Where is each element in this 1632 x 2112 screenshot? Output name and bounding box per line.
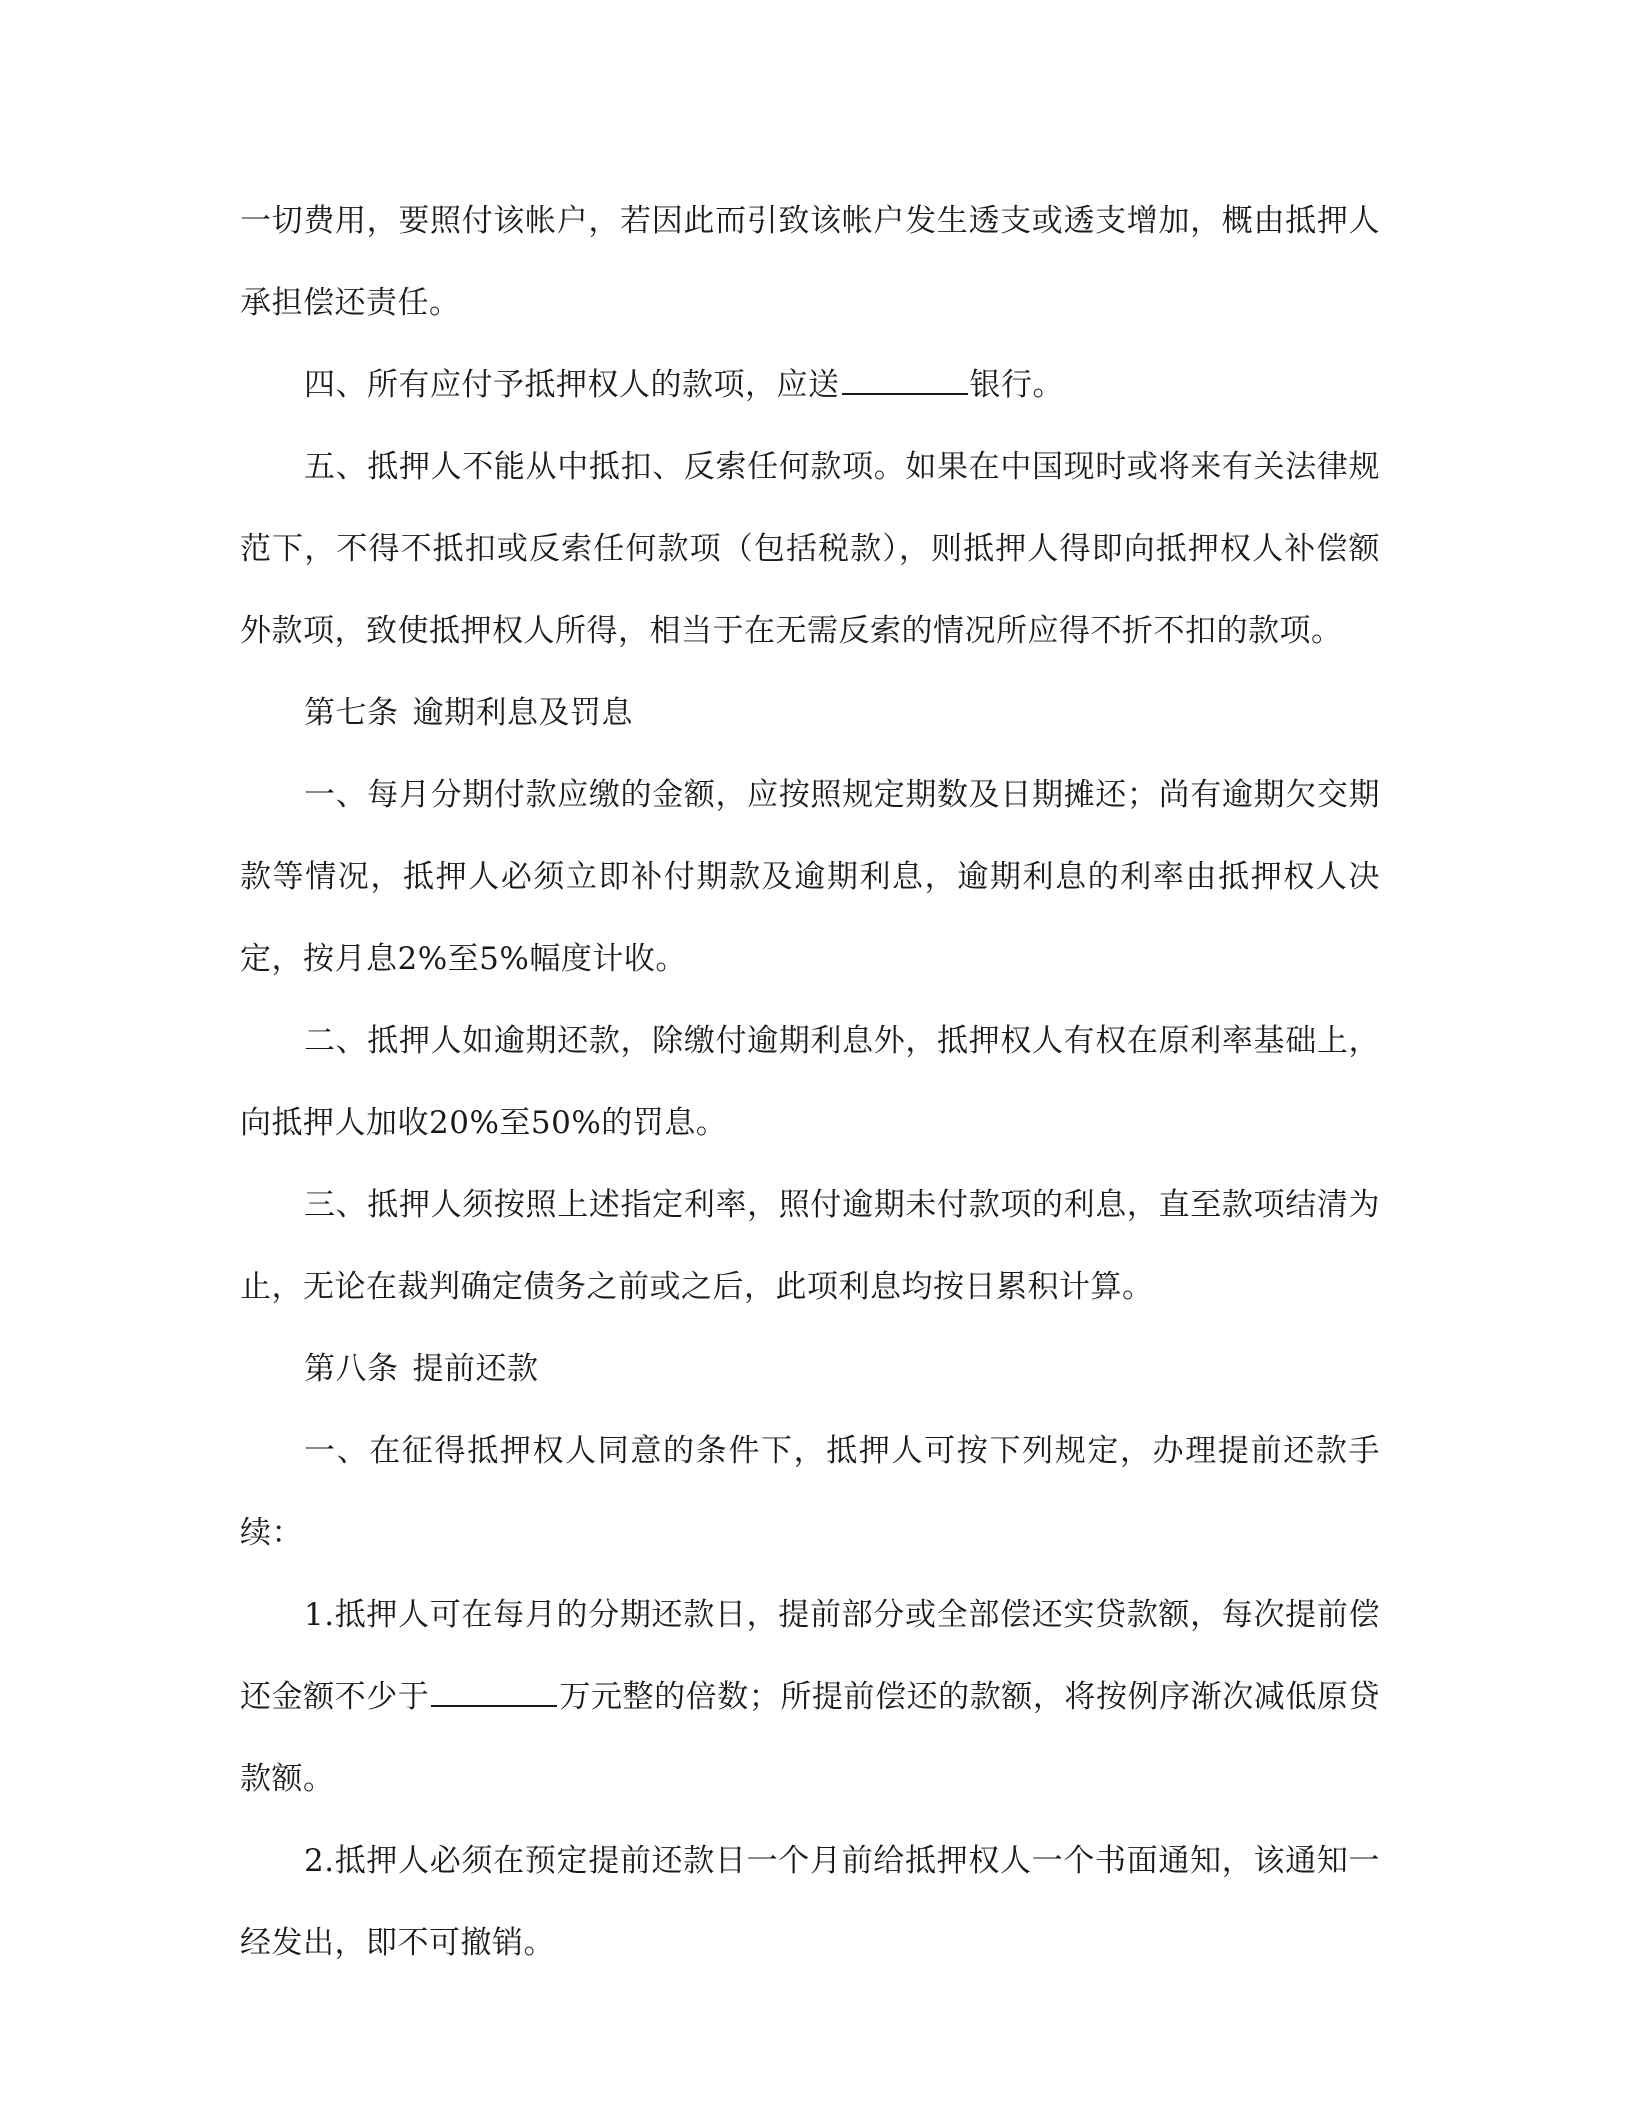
article-7-title: 逾期利息及罚息 [412, 695, 633, 731]
article-7-heading [240, 672, 1380, 754]
document-body [240, 180, 1380, 1984]
paragraph-prepayment-amount [240, 1574, 1380, 1820]
payment-bank-text: 四、所有应付予抵押权人的款项，应送 [304, 367, 840, 403]
prepayment-amount-text: 1.抵押人可在每月的分期还款日，提前部分或全部偿还实贷款额，每次提前偿还金额不少于 [240, 1597, 1380, 1715]
article-8-title: 提前还款 [412, 1351, 539, 1387]
bank-name-blank [842, 365, 968, 395]
paragraph-no-deduction: 五、抵押人不能从中抵扣、反索任何款项。如果在中国现时或将来有关法律规范下，不得不抵扣或反索任何款项（包括税款），则抵押人得即向抵押权人补偿额外款项，致使抵押权人所得，相当于在无需反索的情况所应得不折不扣的款项。 [240, 449, 1380, 649]
article-7-number: 第七条 [304, 695, 399, 731]
article-8-number: 第八条 [304, 1351, 399, 1387]
paragraph-interest-accrual: 三、抵押人须按照上述指定利率，照付逾期未付款项的利息，直至款项结清为止，无论在裁判确定债务之前或之后，此项利息均按日累积计算。 [240, 1187, 1380, 1305]
prepayment-amount-suffix: 万元整的倍数；所提前偿还的款额，将按例序渐次减低原贷款额。 [240, 1679, 1380, 1797]
payment-bank-suffix: 银行。 [969, 367, 1064, 403]
paragraph-penalty-interest: 二、抵押人如逾期还款，除缴付逾期利息外，抵押权人有权在原利率基础上，向抵押人加收20%至50%的罚息。 [240, 1023, 1380, 1141]
paragraph-prepayment-conditions: 一、在征得抵押权人同意的条件下，抵押人可按下列规定，办理提前还款手续： [240, 1433, 1380, 1551]
paragraph-overdue-interest: 一、每月分期付款应缴的金额，应按照规定期数及日期摊还；尚有逾期欠交期款等情况，抵押人必须立即补付期款及逾期利息，逾期利息的利率由抵押权人决定，按月息2%至5%幅度计收。 [240, 777, 1380, 977]
article-8-heading [240, 1328, 1380, 1410]
minimum-amount-blank [431, 1677, 557, 1707]
paragraph-payment-bank [240, 344, 1380, 426]
paragraph-expense-responsibility: 一切费用，要照付该帐户，若因此而引致该帐户发生透支或透支增加，概由抵押人承担偿还责任。 [240, 203, 1380, 321]
paragraph-prepayment-notice: 2.抵押人必须在预定提前还款日一个月前给抵押权人一个书面通知，该通知一经发出，即不可撤销。 [240, 1843, 1380, 1961]
